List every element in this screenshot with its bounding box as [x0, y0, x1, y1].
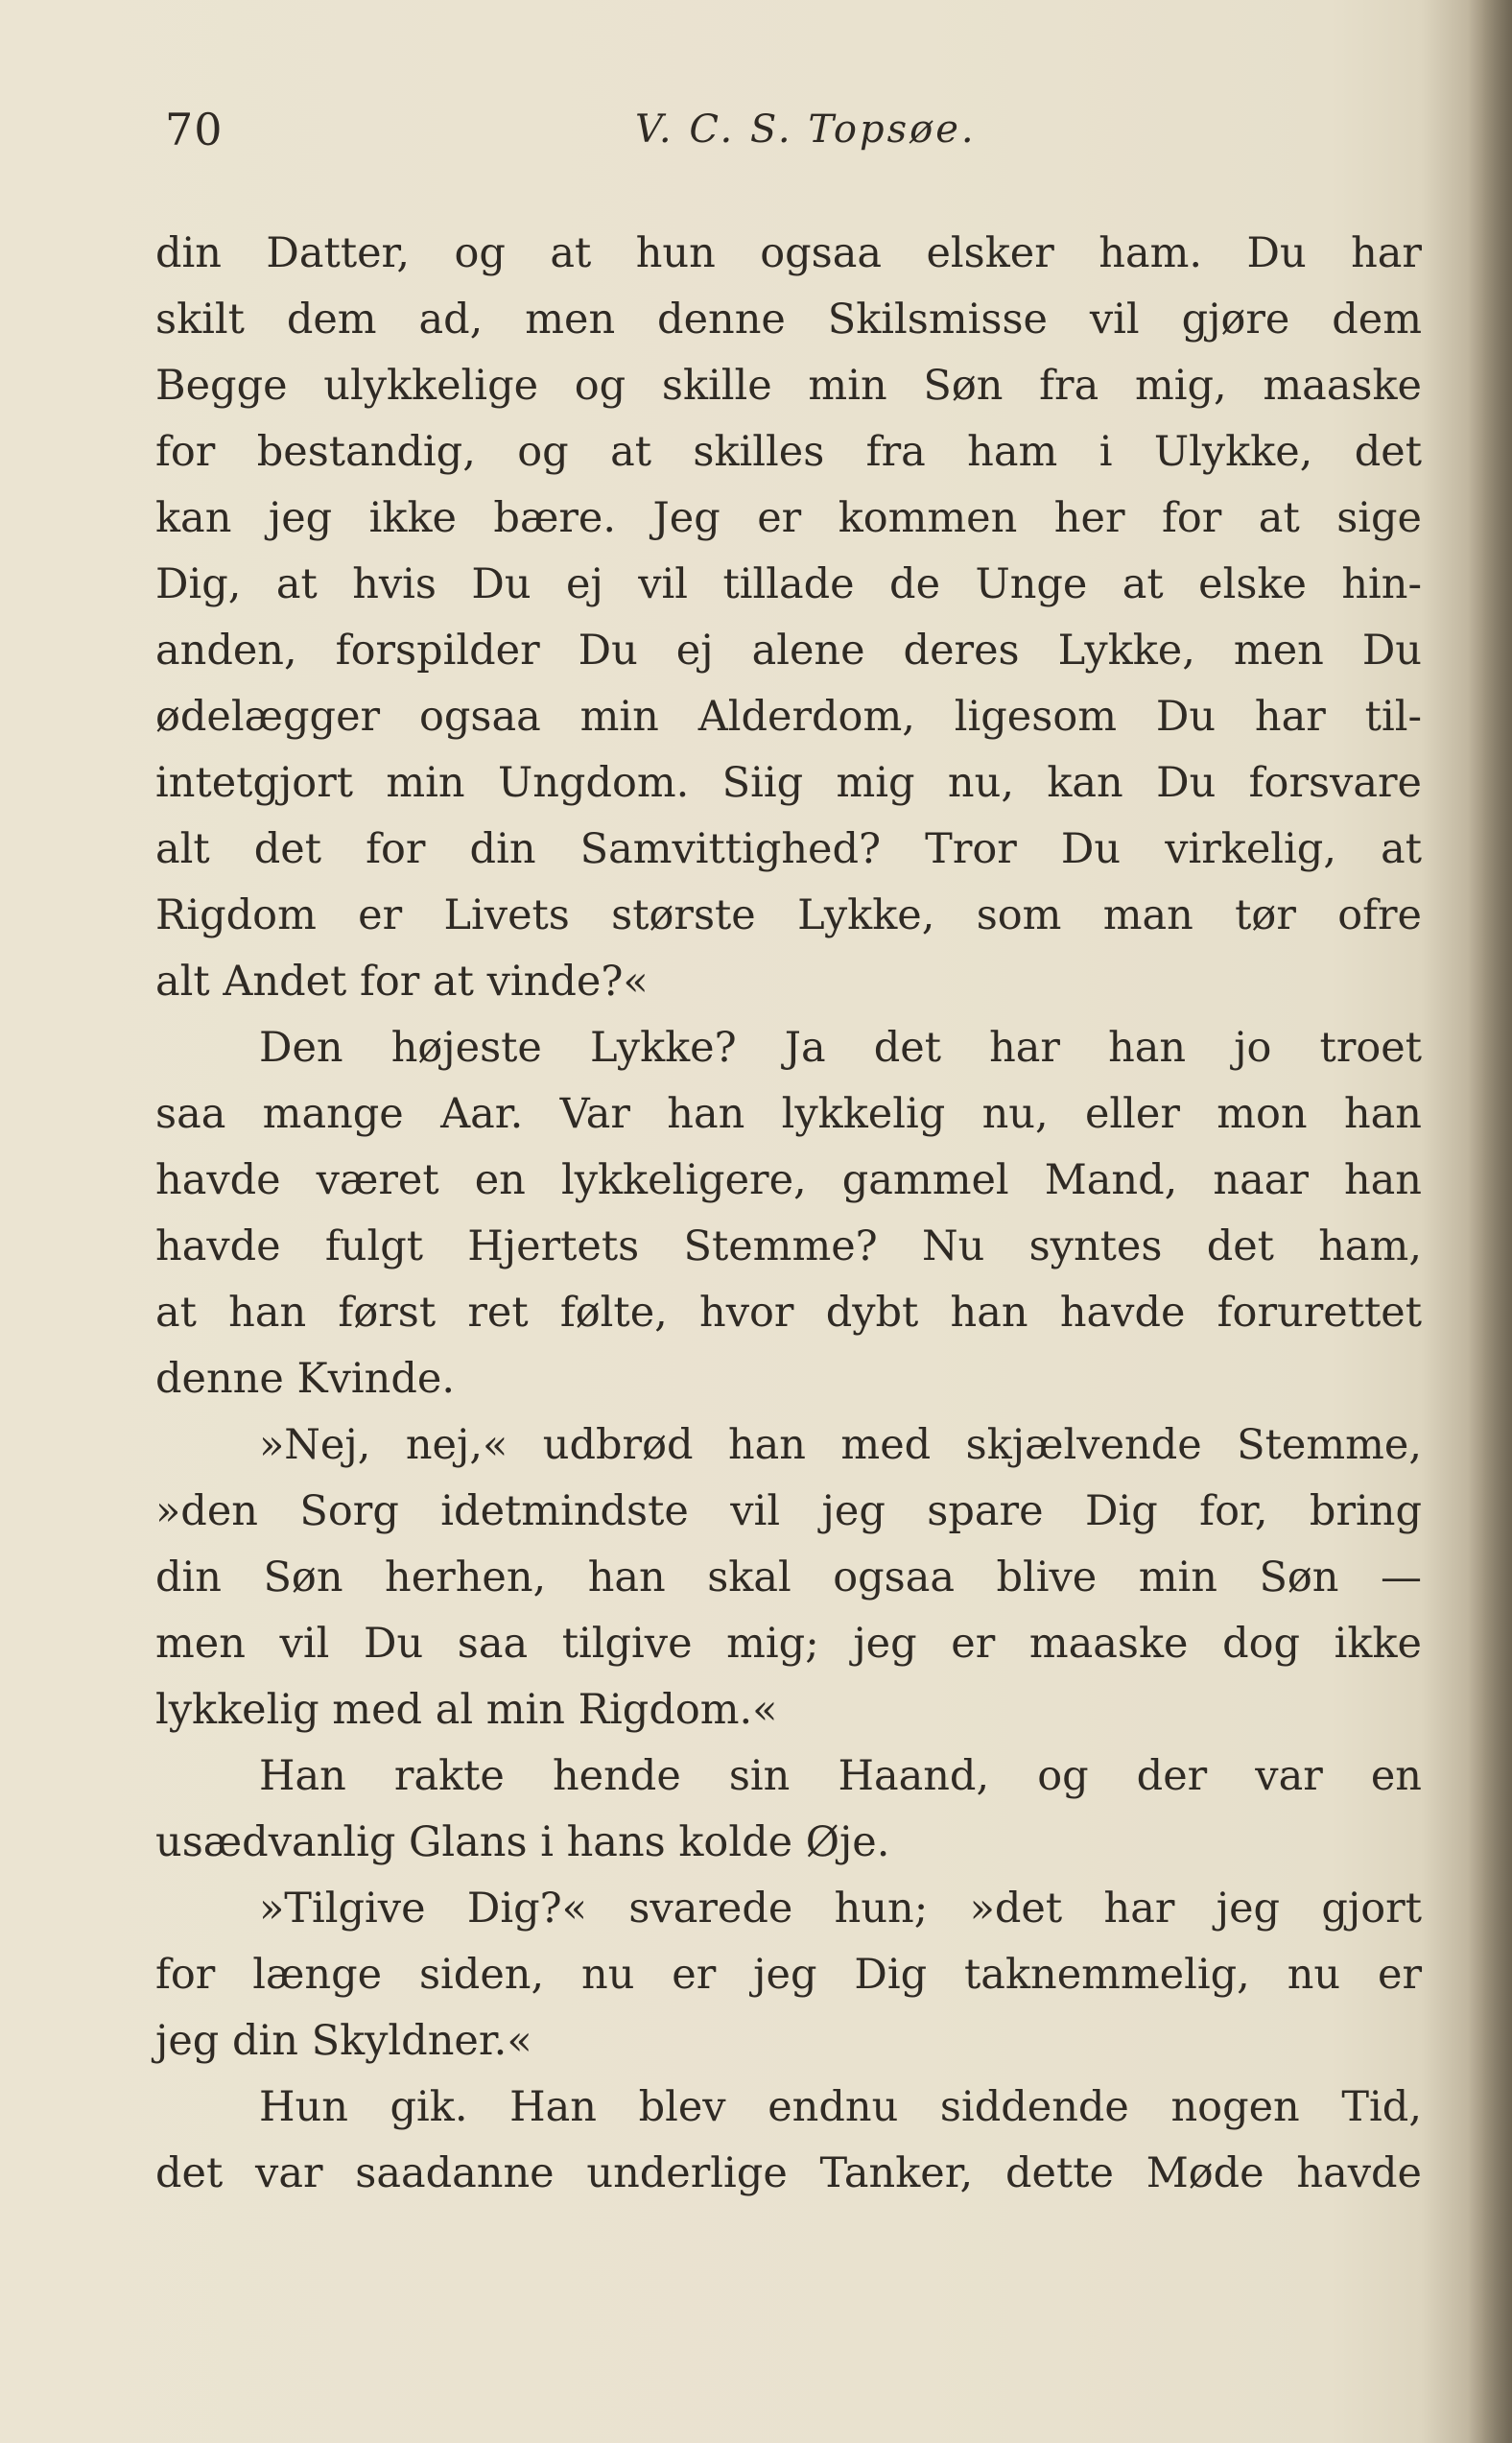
text-line: skilt dem ad, men denne Skilsmisse vil gjøre dem — [155, 296, 1422, 344]
text-line: havde fulgt Hjertets Stemme? Nu syntes det ham, — [155, 1222, 1422, 1270]
text-line: alt det for din Samvittighed? Tror Du virkelig, at — [155, 825, 1422, 873]
text-line: Rigdom er Livets største Lykke, som man tør ofre — [155, 891, 1422, 939]
text-line: Dig, at hvis Du ej vil tillade de Unge at elske hin- — [155, 560, 1422, 608]
text-line: denne Kvinde. — [155, 1355, 455, 1403]
running-head: V. C. S. Topsøe. — [635, 107, 977, 152]
page-edge-shadow — [1468, 0, 1512, 2443]
page-number: 70 — [165, 104, 224, 155]
text-line: men vil Du saa tilgive mig; jeg er maaske dog ikke — [155, 1620, 1422, 1668]
text-line: for bestandig, og at skilles fra ham i Ulykke, det — [155, 428, 1422, 476]
text-line: det var saadanne underlige Tanker, dette Møde havde — [155, 2149, 1422, 2197]
text-line: Begge ulykkelige og skille min Søn fra mig, maaske — [155, 362, 1422, 410]
text-line: at han først ret følte, hvor dybt han havde forurettet — [155, 1289, 1422, 1337]
text-line: Han rakte hende sin Haand, og der var en — [259, 1752, 1422, 1800]
text-line: saa mange Aar. Var han lykkelig nu, eller mon han — [155, 1090, 1422, 1138]
text-line: anden, forspilder Du ej alene deres Lykke, men Du — [155, 627, 1422, 675]
text-line: ødelægger ogsaa min Alderdom, ligesom Du har til- — [155, 693, 1422, 741]
text-line: alt Andet for at vinde?« — [155, 958, 649, 1006]
text-line: »Tilgive Dig?« svarede hun; »det har jeg gjort — [259, 1885, 1422, 1933]
text-line: intetgjort min Ungdom. Siig mig nu, kan Du forsvare — [155, 759, 1422, 807]
text-line: din Søn herhen, han skal ogsaa blive min Søn — — [155, 1554, 1422, 1601]
text-line: Hun gik. Han blev endnu siddende nogen Tid, — [259, 2083, 1422, 2131]
text-line: usædvanlig Glans i hans kolde Øje. — [155, 1818, 890, 1866]
page-header — [165, 104, 1412, 171]
text-line: lykkelig med al min Rigdom.« — [155, 1686, 778, 1734]
text-line: din Datter, og at hun ogsaa elsker ham. Du har — [155, 229, 1422, 277]
text-line: havde været en lykkeligere, gammel Mand, naar han — [155, 1156, 1422, 1204]
text-line: »den Sorg idetmindste vil jeg spare Dig for, bring — [155, 1487, 1422, 1535]
text-line: for længe siden, nu er jeg Dig taknemmelig, nu er — [155, 1951, 1422, 1999]
text-line: kan jeg ikke bære. Jeg er kommen her for at sige — [155, 494, 1422, 542]
text-line: »Nej, nej,« udbrød han med skjælvende Stemme, — [259, 1421, 1422, 1469]
text-line: Den højeste Lykke? Ja det har han jo troet — [259, 1024, 1422, 1072]
text-line: jeg din Skyldner.« — [155, 2017, 532, 2065]
